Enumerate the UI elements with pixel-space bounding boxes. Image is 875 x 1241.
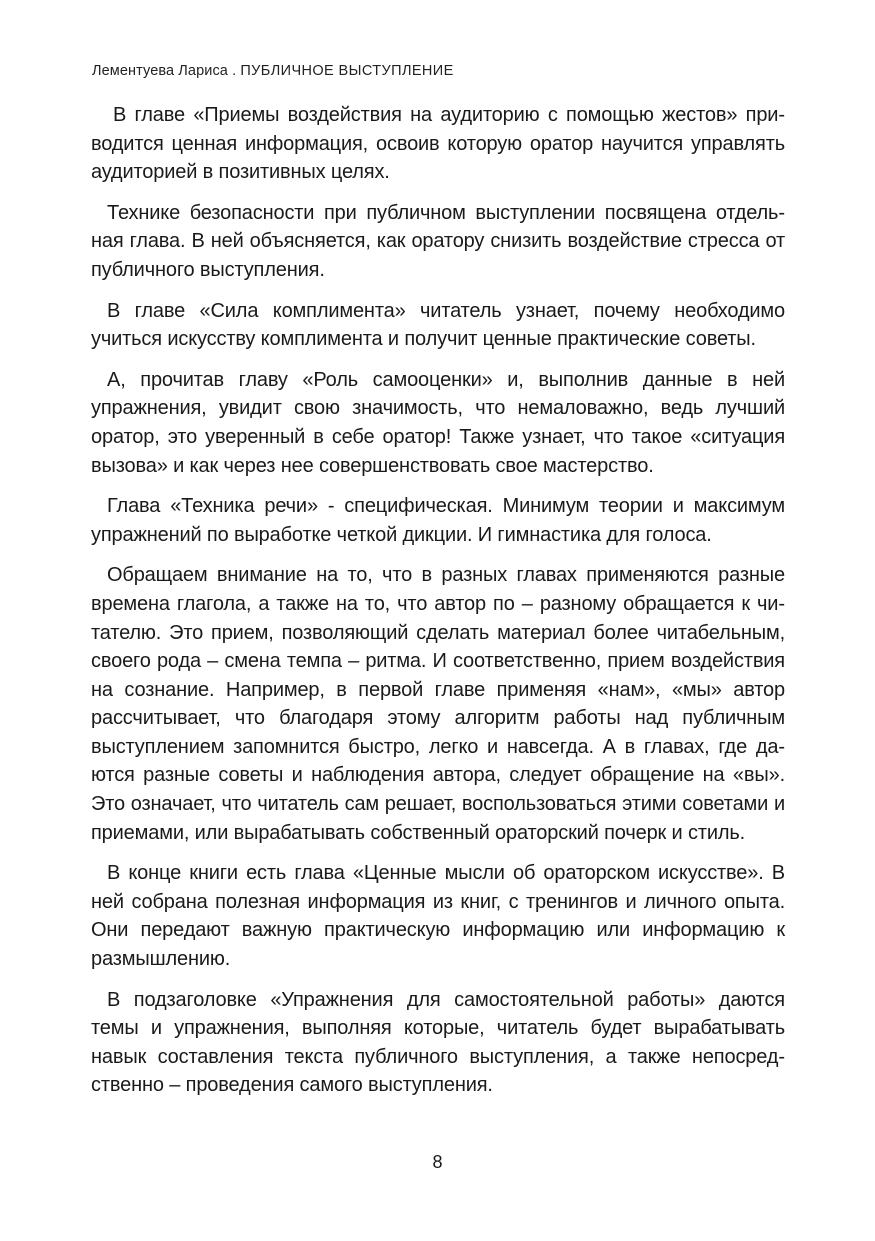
body-text (91, 101, 785, 1112)
paragraph-7: В конце книги есть глава «Ценные мысли об ораторском искусстве». В ней собрана полезная информация из книг, с тренингов и личного опыта. Они передают важную практическую информацию или информацию к размышлению. (91, 862, 785, 971)
paragraph-8: В подзаголовке «Упражнения для самостоятельной работы» даются темы и упражнения, выполняя которые, читатель будет вырабатывать навык составления текста публичного выступления, а также непосредственно – проведения самого выступления. (91, 988, 785, 1097)
paragraph-1: В главе «Приемы воздействия на аудиторию с помощью жестов» приводится ценная информация, освоив которую оратор научится управлять аудиторией в позитивных целях. (91, 104, 785, 184)
paragraph-2: Технике безопасности при публичном выступлении посвящена отдельная глава. В ней объясняется, как оратору снизить воздействие стресса от публичного выступления. (91, 201, 785, 281)
page-number: 8 (432, 1152, 443, 1172)
paragraph-5: Глава «Техника речи» - специфическая. Минимум теории и максимум упражнений по выработке четкой дикции. И гимнастика для голоса. (91, 495, 785, 546)
header-separator: . (227, 63, 241, 79)
running-header (92, 63, 454, 79)
paragraph-6: Обращаем внимание на то, что в разных главах применяются разные времена глагола, а также на то, что автор по – разному обращается к читателю. Это прием, позволяющий сделать материал более читабельным, своего рода – смена темпа – ритма. И соответственно, прием воздействия на сознание. Например, в первой главе применяя «нам», «мы» автор рассчитывает, что благодаря этому алгоритм работы над публичным выступлением запомнится быстро, легко и навсегда. А в главах, где даются разные советы и наблюдения автора, следует обращение на «вы». Это означает, что читатель сам решает, воспользоваться этими советами и приемами, или вырабатывать собственный ораторский почерк и стиль. (91, 564, 785, 844)
paragraph-3: В главе «Сила комплимента» читатель узнает, почему необходимо учиться искусству комплимента и получит ценные практические советы. (91, 299, 785, 351)
header-author: Лементуева Лариса (92, 63, 228, 79)
header-book-title: ПУБЛИЧНОЕ ВЫСТУПЛЕНИЕ (240, 63, 454, 79)
paragraph-4: А, прочитав главу «Роль самооценки» и, выполнив данные в ней упражнения, увидит свою значимость, что немаловажно, ведь лучший оратор, это уверенный в себе оратор! Также узнает, что такое «ситуация вызова» и как через нее совершенствовать свое мастерство. (91, 368, 785, 477)
